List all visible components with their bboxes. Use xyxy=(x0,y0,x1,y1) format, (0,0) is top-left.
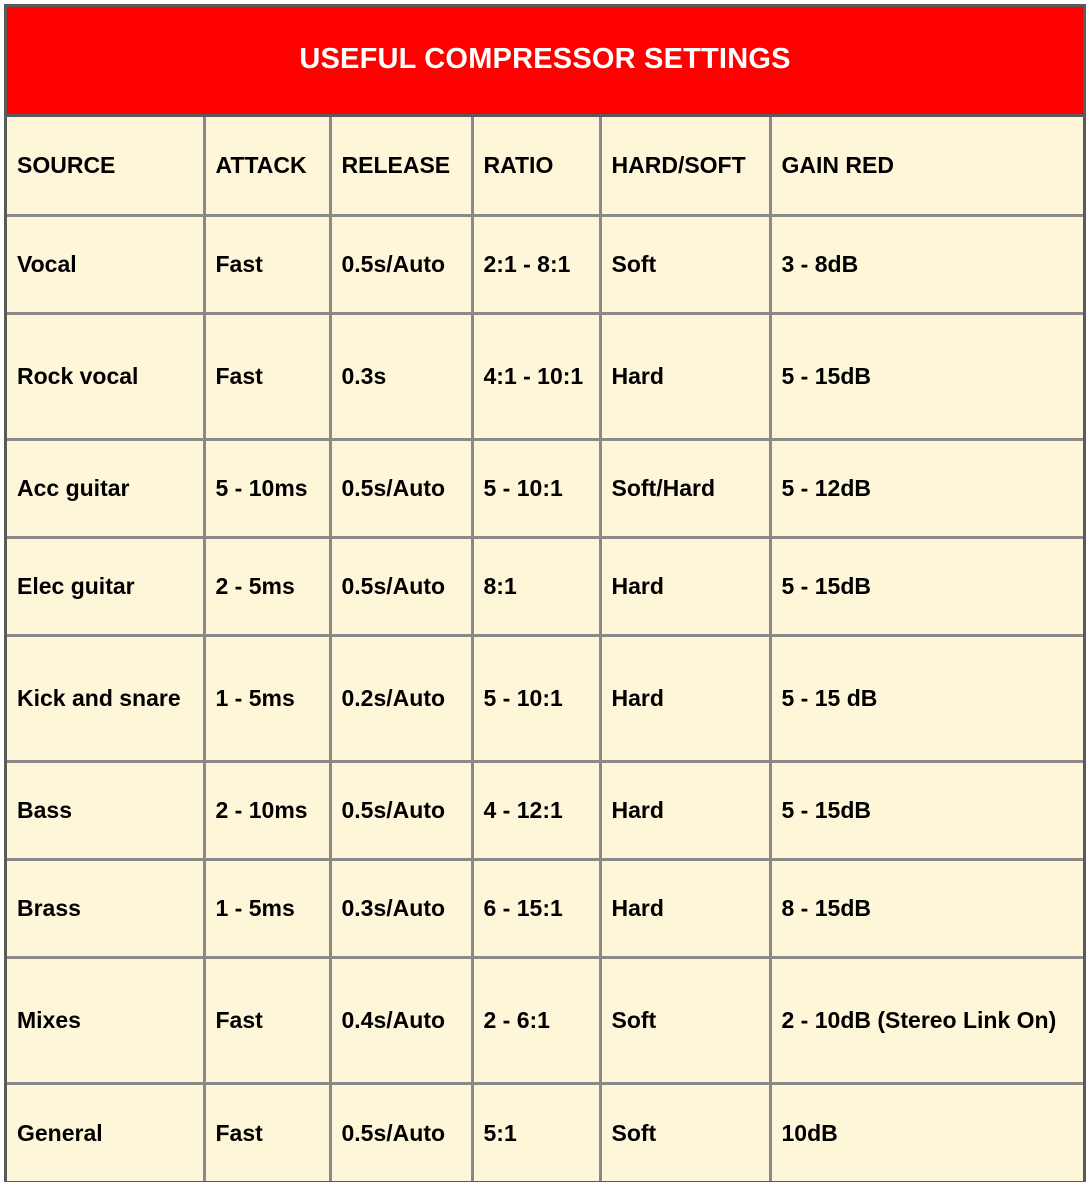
cell-source: Bass xyxy=(7,761,204,859)
cell-hard-soft: Hard xyxy=(600,537,770,635)
cell-gain-red: 5 - 15 dB xyxy=(770,635,1083,761)
table-row xyxy=(7,1083,1083,1181)
cell-hard-soft: Soft/Hard xyxy=(600,439,770,537)
cell-release: 0.5s/Auto xyxy=(330,537,472,635)
cell-source: Brass xyxy=(7,859,204,957)
table-row xyxy=(7,439,1083,537)
cell-ratio: 8:1 xyxy=(472,537,600,635)
table-title: USEFUL COMPRESSOR SETTINGS xyxy=(299,43,791,75)
cell-attack: 5 - 10ms xyxy=(204,439,330,537)
cell-source: General xyxy=(7,1083,204,1181)
cell-release: 0.5s/Auto xyxy=(330,215,472,313)
cell-source: Vocal xyxy=(7,215,204,313)
cell-attack: 2 - 5ms xyxy=(204,537,330,635)
cell-hard-soft: Hard xyxy=(600,859,770,957)
header-row xyxy=(7,117,1083,215)
table-row xyxy=(7,635,1083,761)
cell-gain-red: 5 - 15dB xyxy=(770,313,1083,439)
cell-source: Kick and snare xyxy=(7,635,204,761)
table-row xyxy=(7,761,1083,859)
cell-gain-red: 3 - 8dB xyxy=(770,215,1083,313)
table-row xyxy=(7,957,1083,1083)
cell-ratio: 5 - 10:1 xyxy=(472,635,600,761)
cell-gain-red: 5 - 15dB xyxy=(770,537,1083,635)
cell-attack: 1 - 5ms xyxy=(204,635,330,761)
cell-source: Rock vocal xyxy=(7,313,204,439)
cell-attack: Fast xyxy=(204,1083,330,1181)
cell-gain-red: 2 - 10dB (Stereo Link On) xyxy=(770,957,1083,1083)
cell-release: 0.5s/Auto xyxy=(330,1083,472,1181)
header-gain-red: GAIN RED xyxy=(770,117,1083,215)
cell-source: Acc guitar xyxy=(7,439,204,537)
cell-attack: Fast xyxy=(204,313,330,439)
cell-release: 0.4s/Auto xyxy=(330,957,472,1083)
cell-hard-soft: Soft xyxy=(600,215,770,313)
cell-attack: 2 - 10ms xyxy=(204,761,330,859)
table-row xyxy=(7,859,1083,957)
header-attack: ATTACK xyxy=(204,117,330,215)
cell-hard-soft: Soft xyxy=(600,957,770,1083)
cell-hard-soft: Hard xyxy=(600,761,770,859)
cell-release: 0.2s/Auto xyxy=(330,635,472,761)
cell-ratio: 2:1 - 8:1 xyxy=(472,215,600,313)
header-release: RELEASE xyxy=(330,117,472,215)
title-banner xyxy=(7,7,1083,117)
cell-ratio: 2 - 6:1 xyxy=(472,957,600,1083)
header-source: SOURCE xyxy=(7,117,204,215)
cell-gain-red: 5 - 15dB xyxy=(770,761,1083,859)
table-row xyxy=(7,215,1083,313)
cell-gain-red: 8 - 15dB xyxy=(770,859,1083,957)
cell-source: Mixes xyxy=(7,957,204,1083)
cell-gain-red: 10dB xyxy=(770,1083,1083,1181)
cell-ratio: 5:1 xyxy=(472,1083,600,1181)
cell-source: Elec guitar xyxy=(7,537,204,635)
cell-attack: Fast xyxy=(204,215,330,313)
cell-ratio: 5 - 10:1 xyxy=(472,439,600,537)
cell-attack: 1 - 5ms xyxy=(204,859,330,957)
cell-hard-soft: Hard xyxy=(600,313,770,439)
settings-grid xyxy=(7,117,1083,1181)
cell-hard-soft: Hard xyxy=(600,635,770,761)
header-hard-soft: HARD/SOFT xyxy=(600,117,770,215)
table-row xyxy=(7,313,1083,439)
cell-release: 0.3s/Auto xyxy=(330,859,472,957)
cell-ratio: 4 - 12:1 xyxy=(472,761,600,859)
cell-ratio: 6 - 15:1 xyxy=(472,859,600,957)
compressor-settings-table xyxy=(4,4,1086,1182)
cell-attack: Fast xyxy=(204,957,330,1083)
table-row xyxy=(7,537,1083,635)
cell-release: 0.5s/Auto xyxy=(330,761,472,859)
cell-release: 0.5s/Auto xyxy=(330,439,472,537)
cell-hard-soft: Soft xyxy=(600,1083,770,1181)
cell-release: 0.3s xyxy=(330,313,472,439)
header-ratio: RATIO xyxy=(472,117,600,215)
cell-ratio: 4:1 - 10:1 xyxy=(472,313,600,439)
cell-gain-red: 5 - 12dB xyxy=(770,439,1083,537)
